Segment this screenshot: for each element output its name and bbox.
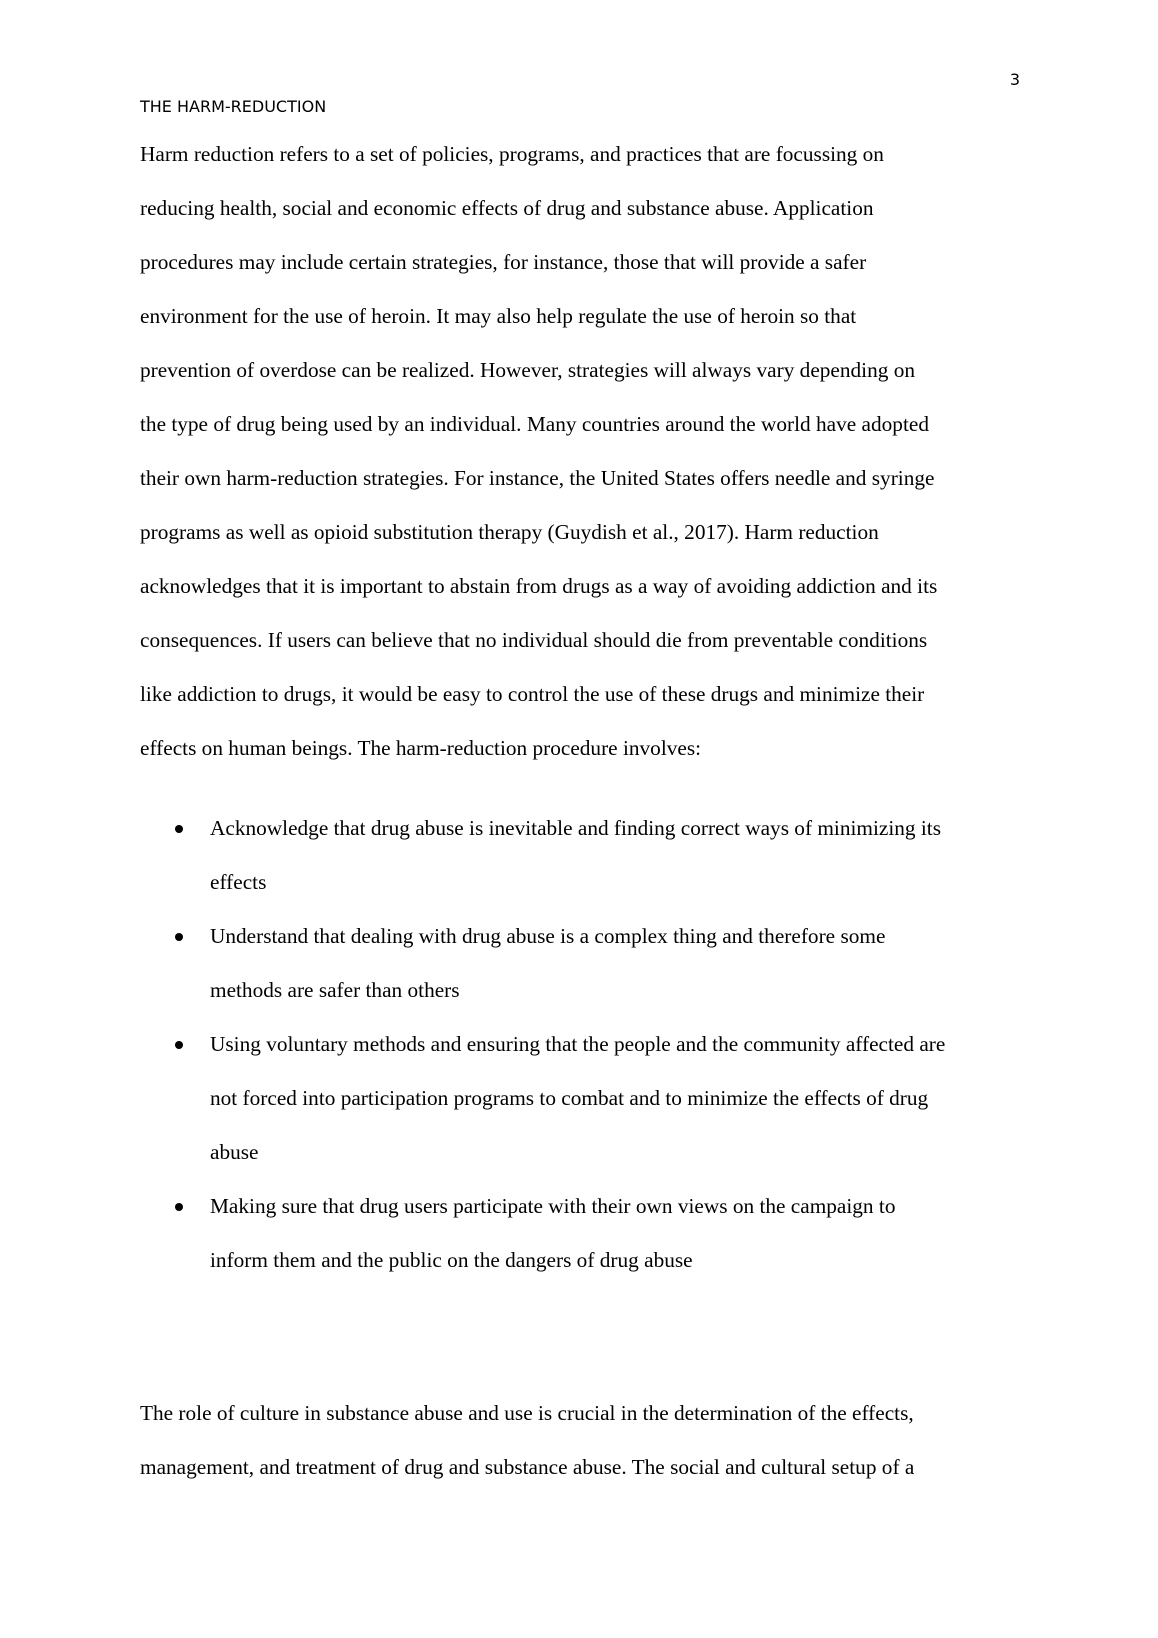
bullet-icon — [175, 1203, 183, 1211]
paragraph-line: acknowledges that it is important to abstain from drugs as a way of avoiding addiction and its — [140, 574, 938, 598]
body-paragraph-2 — [140, 1386, 1030, 1494]
paragraph-line: procedures may include certain strategies, for instance, those that will provide a safer — [140, 250, 867, 274]
running-head: THE HARM-REDUCTION — [140, 97, 327, 116]
procedure-bullet-list — [140, 801, 1030, 1287]
list-item-line: inform them and the public on the dangers of drug abuse — [210, 1248, 693, 1272]
paragraph-line: management, and treatment of drug and substance abuse. The social and cultural setup of a — [140, 1455, 915, 1479]
bullet-icon — [175, 933, 183, 941]
list-item — [140, 801, 1030, 909]
paragraph-line: Harm reduction refers to a set of policies, programs, and practices that are focussing on — [140, 142, 884, 166]
list-item-line: effects — [210, 870, 267, 894]
paragraph-line: programs as well as opioid substitution therapy (Guydish et al., 2017). Harm reduction — [140, 520, 879, 544]
paragraph-line: like addiction to drugs, it would be easy to control the use of these drugs and minimize their — [140, 682, 925, 706]
paragraph-line: consequences. If users can believe that no individual should die from preventable conditions — [140, 628, 928, 652]
list-item — [140, 909, 1030, 1017]
paragraph-line: effects on human beings. The harm-reduction procedure involves: — [140, 736, 702, 760]
list-item-line: Making sure that drug users participate with their own views on the campaign to — [210, 1194, 896, 1218]
paragraph-line: reducing health, social and economic effects of drug and substance abuse. Application — [140, 196, 874, 220]
paragraph-line: The role of culture in substance abuse and use is crucial in the determination of the effects, — [140, 1401, 914, 1425]
paragraph-line: environment for the use of heroin. It may also help regulate the use of heroin so that — [140, 304, 857, 328]
body-paragraph-1 — [140, 127, 1030, 775]
list-item-line: Acknowledge that drug abuse is inevitable and finding correct ways of minimizing its — [210, 816, 942, 840]
list-item-line: abuse — [210, 1140, 259, 1164]
list-item-line: Understand that dealing with drug abuse is a complex thing and therefore some — [210, 924, 886, 948]
page-number: 3 — [1009, 70, 1020, 89]
paragraph-line: prevention of overdose can be realized. However, strategies will always vary depending on — [140, 358, 916, 382]
list-item-line: not forced into participation programs to combat and to minimize the effects of drug — [210, 1086, 929, 1110]
list-item — [140, 1179, 1030, 1287]
list-item-line: Using voluntary methods and ensuring that the people and the community affected are — [210, 1032, 946, 1056]
bullet-icon — [175, 1041, 183, 1049]
bullet-icon — [175, 825, 183, 833]
list-item-line: methods are safer than others — [210, 978, 460, 1002]
paragraph-line: their own harm-reduction strategies. For instance, the United States offers needle and syringe — [140, 466, 935, 490]
paragraph-line: the type of drug being used by an individual. Many countries around the world have adopted — [140, 412, 929, 436]
list-item — [140, 1017, 1030, 1179]
